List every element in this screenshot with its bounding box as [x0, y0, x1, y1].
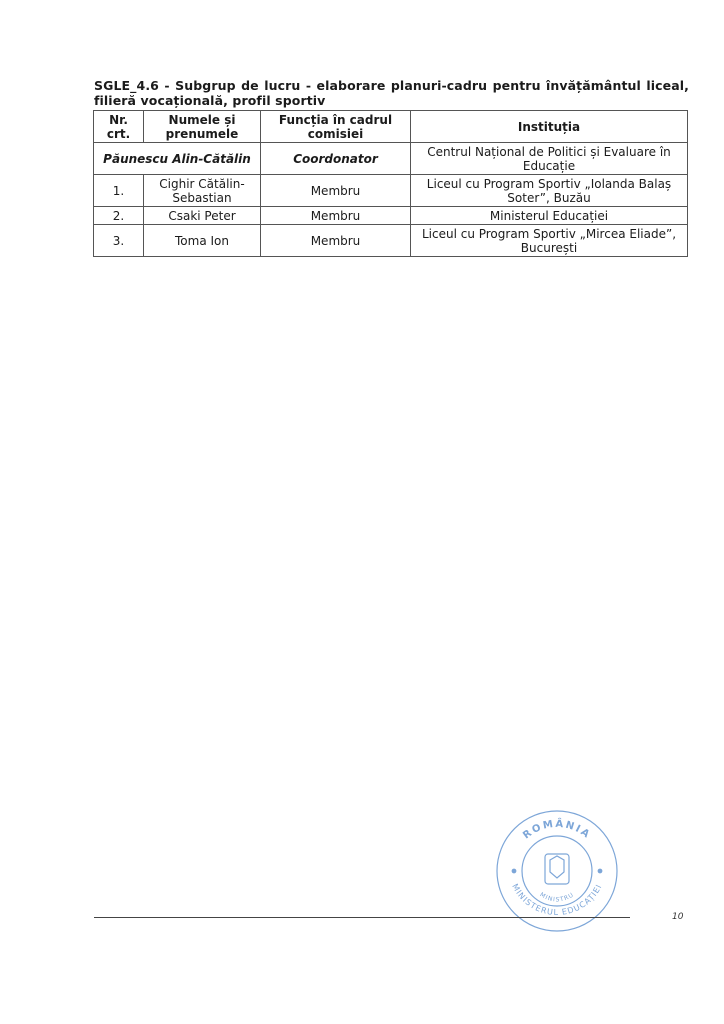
col-header-role: Funcția în cadrul comisiei [261, 111, 411, 143]
row-role: Membru [261, 207, 411, 225]
footer-divider [94, 917, 630, 918]
stamp-top-text: ROMÂNIA [521, 818, 593, 842]
section-heading: SGLE_4.6 - Subgrup de lucru - elaborare planuri-cadru pentru învățământul liceal, filieră vocațională, profil sportiv [94, 78, 689, 108]
row-nr: 3. [94, 225, 144, 257]
row-institution: Liceul cu Program Sportiv „Mircea Eliade”, București [411, 225, 688, 257]
members-table [93, 110, 688, 257]
svg-text:ROMÂNIA [521, 817, 593, 842]
svg-text:MINISTRU [539, 891, 576, 903]
row-nr: 1. [94, 175, 144, 207]
coordinator-institution: Centrul Național de Politici și Evaluare în Educație [411, 143, 688, 175]
row-name: Cighir Cătălin-Sebastian [144, 175, 261, 207]
table-header-row [94, 111, 688, 143]
row-role: Membru [261, 175, 411, 207]
coordinator-name: Păunescu Alin-Cătălin [94, 143, 261, 175]
table-row [94, 207, 688, 225]
stamp-inner-text: MINISTRU [538, 891, 576, 904]
coordinator-row [94, 143, 688, 175]
row-institution: Liceul cu Program Sportiv „Iolanda Balaș Soter”, Buzău [411, 175, 688, 207]
col-header-nr: Nr. crt. [94, 111, 144, 143]
page-number: 10 [672, 912, 684, 922]
row-nr: 2. [94, 207, 144, 225]
stamp-bottom-text: MINISTERUL EDUCAȚIEI [510, 882, 604, 918]
row-role: Membru [261, 225, 411, 257]
row-name: Toma Ion [144, 225, 261, 257]
table-row [94, 175, 688, 207]
row-name: Csaki Peter [144, 207, 261, 225]
coordinator-role: Coordonator [261, 143, 411, 175]
row-institution: Ministerul Educației [411, 207, 688, 225]
col-header-name: Numele și prenumele [144, 111, 261, 143]
table-row [94, 225, 688, 257]
col-header-institution: Instituția [411, 111, 688, 143]
